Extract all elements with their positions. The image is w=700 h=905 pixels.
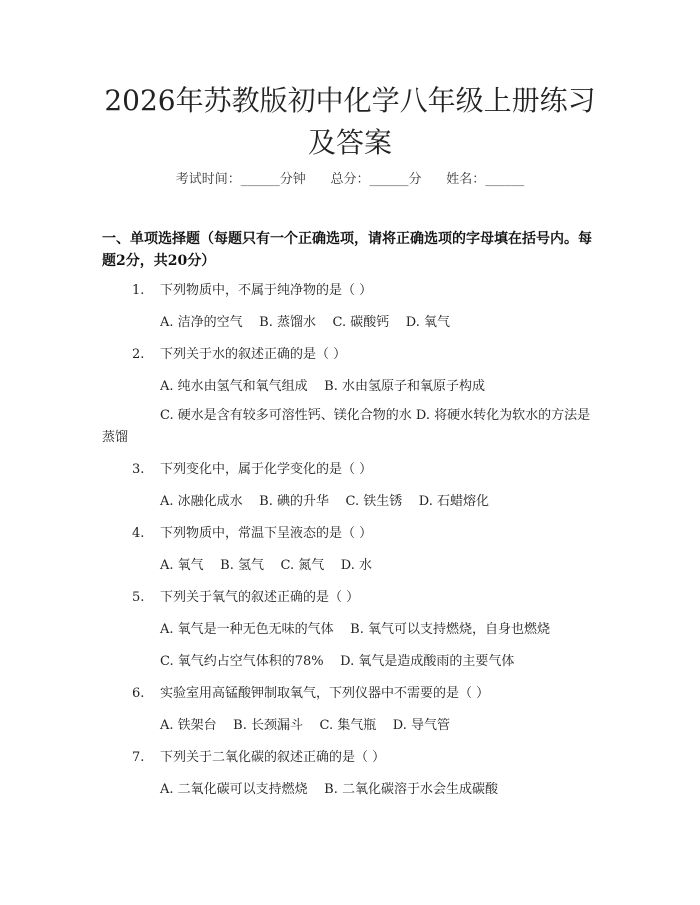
- question-5-options-a-b: A. 氧气是一种无色无味的气体 B. 氧气可以支持燃烧，自身也燃烧: [160, 622, 551, 637]
- question-number: 1.: [132, 283, 145, 298]
- question-stem: 下列关于二氧化碳的叙述正确的是（ ）: [160, 750, 386, 765]
- question-stem: 下列物质中，不属于纯净物的是（ ）: [160, 283, 373, 298]
- question-6-options: A. 铁架台 B. 长颈漏斗 C. 集气瓶 D. 导气管: [160, 718, 451, 733]
- question-stem: 实验室用高锰酸钾制取氧气，下列仪器中不需要的是（ ）: [160, 686, 490, 701]
- question-1: [132, 282, 372, 300]
- question-5-options-c-d: C. 氧气约占空气体积的78% D. 氧气是造成酸雨的主要气体: [160, 654, 515, 669]
- question-stem: 下列物质中，常温下呈液态的是（ ）: [160, 526, 373, 541]
- question-number: 3.: [132, 462, 145, 477]
- question-3: [132, 461, 372, 479]
- question-number: 5.: [132, 590, 145, 605]
- question-3-options: A. 冰融化成水 B. 碘的升华 C. 铁生锈 D. 石蜡熔化: [160, 494, 490, 509]
- question-4-options: A. 氧气 B. 氢气 C. 氮气 D. 水: [160, 558, 373, 573]
- exam-info-line: 考试时间：______分钟 总分：______分 姓名：______: [175, 172, 525, 187]
- question-stem: 下列关于水的叙述正确的是（ ）: [160, 347, 347, 362]
- question-7-options: A. 二氧化碳可以支持燃烧 B. 二氧化碳溶于水会生成碳酸: [160, 782, 499, 797]
- question-number: 6.: [132, 686, 145, 701]
- question-2: [132, 346, 346, 364]
- question-2-options-a-b: A. 纯水由氢气和氧气组成 B. 水由氢原子和氧原子构成: [160, 379, 486, 394]
- question-4: [132, 525, 372, 543]
- question-1-options: A. 洁净的空气 B. 蒸馏水 C. 碳酸钙 D. 氧气: [160, 315, 451, 330]
- question-number: 4.: [132, 526, 145, 541]
- question-number: 2.: [132, 347, 145, 362]
- question-5: [132, 589, 359, 607]
- question-6: [132, 685, 489, 703]
- question-stem: 下列关于氧气的叙述正确的是（ ）: [160, 590, 360, 605]
- question-number: 7.: [132, 750, 145, 765]
- question-2-options-c-d: C. 硬水是含有较多可溶性钙、镁化合物的水 D. 将硬水转化为软水的方法是蒸馏: [102, 408, 591, 445]
- section-heading: 一、单项选择题（每题只有一个正确选项，请将正确选项的字母填在括号内。每题2分，共20分）: [102, 231, 592, 269]
- document-title: 2026年苏教版初中化学八年级上册练习及答案: [104, 84, 596, 159]
- question-7: [132, 749, 385, 767]
- question-stem: 下列变化中，属于化学变化的是（ ）: [160, 462, 373, 477]
